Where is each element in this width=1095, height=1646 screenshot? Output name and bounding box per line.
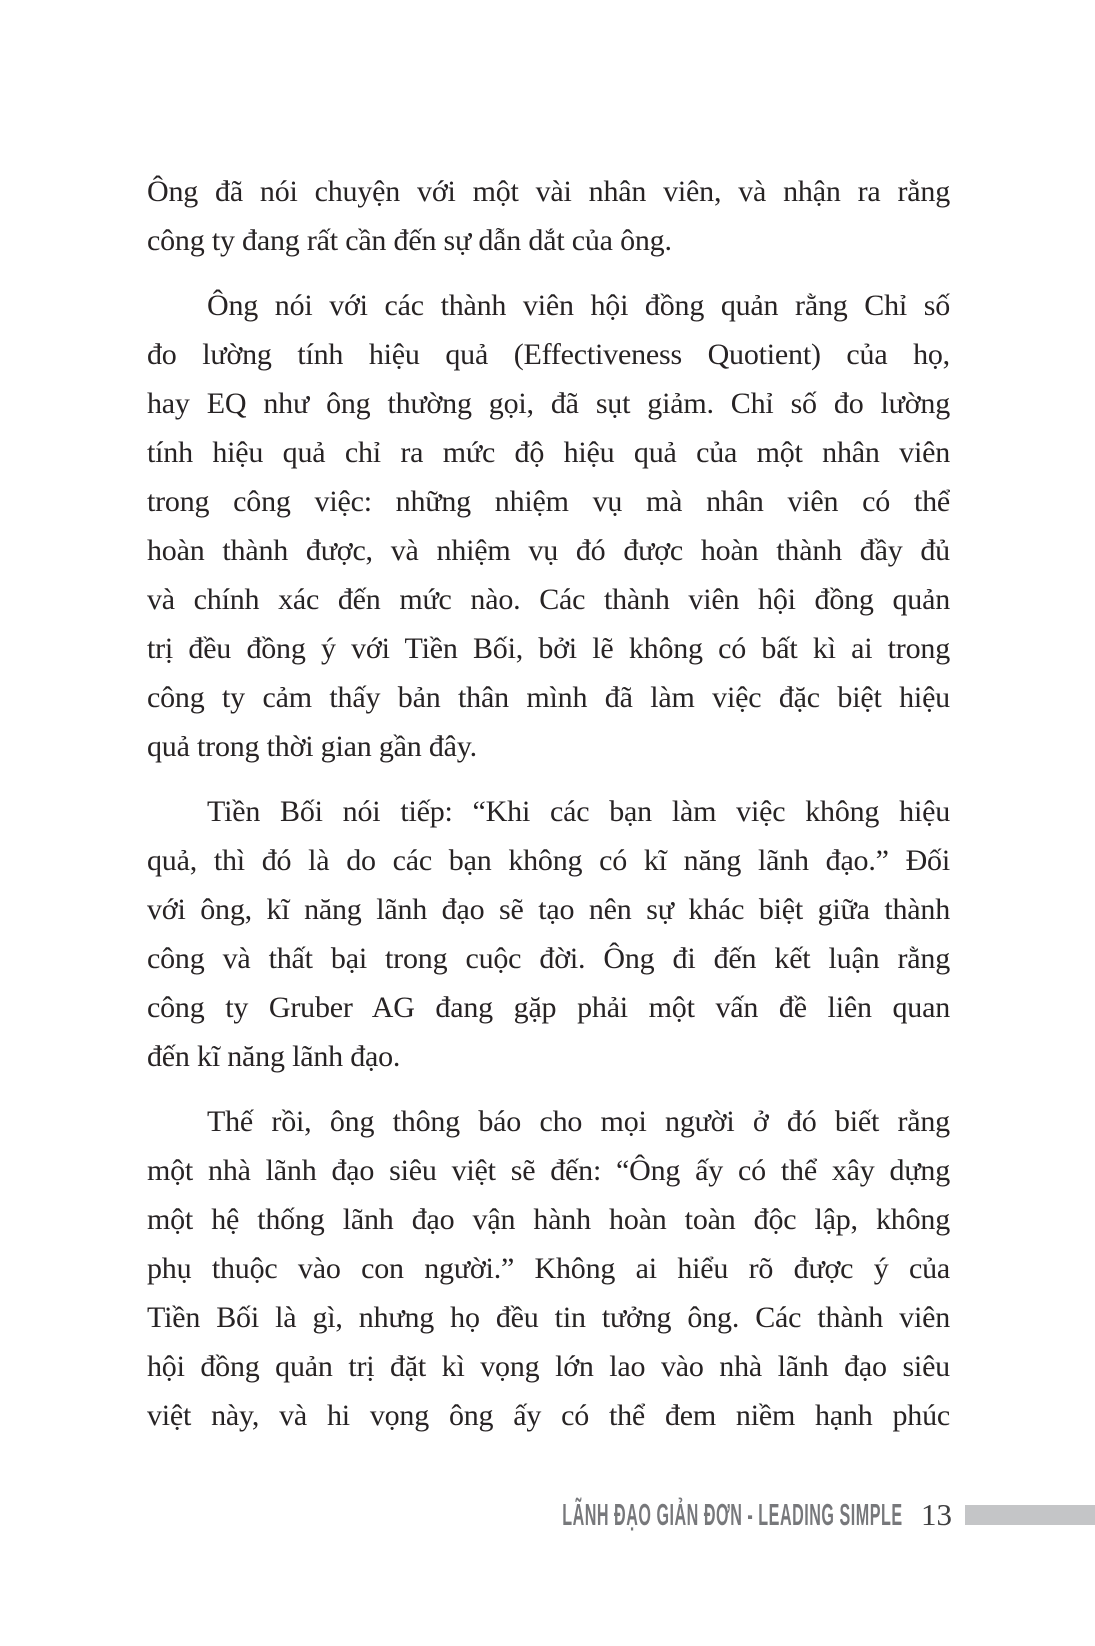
text-line: việt này, và hi vọng ông ấy có thể đem niềm hạnh phúc xyxy=(147,1399,950,1432)
text-line: công ty đang rất cần đến sự dẫn dắt của ông. xyxy=(147,224,672,257)
paragraph xyxy=(147,167,950,265)
paragraph xyxy=(147,1097,950,1440)
text-line: Ông nói với các thành viên hội đồng quản rằng Chỉ số xyxy=(207,289,950,322)
text-line: phụ thuộc vào con người.” Không ai hiểu rõ được ý của xyxy=(147,1252,950,1285)
text-line: Ông đã nói chuyện với một vài nhân viên, và nhận ra rằng xyxy=(147,175,950,208)
text-line: hoàn thành được, và nhiệm vụ đó được hoàn thành đầy đủ xyxy=(147,534,950,567)
text-line: quả, thì đó là do các bạn không có kĩ năng lãnh đạo.” Đối xyxy=(147,844,950,877)
paragraph xyxy=(147,787,950,1081)
text-line: trị đều đồng ý với Tiền Bối, bởi lẽ không có bất kì ai trong xyxy=(147,632,950,665)
text-line: quả trong thời gian gần đây. xyxy=(147,730,477,763)
text-line: và chính xác đến mức nào. Các thành viên hội đồng quản xyxy=(147,583,950,616)
text-line: tính hiệu quả chỉ ra mức độ hiệu quả của một nhân viên xyxy=(147,436,950,469)
text-line: công ty cảm thấy bản thân mình đã làm việc đặc biệt hiệu xyxy=(147,681,950,714)
text-line: Thế rồi, ông thông báo cho mọi người ở đó biết rằng xyxy=(207,1105,950,1138)
text-line: một nhà lãnh đạo siêu việt sẽ đến: “Ông ấy có thể xây dựng xyxy=(147,1154,950,1187)
text-line: hội đồng quản trị đặt kì vọng lớn lao vào nhà lãnh đạo siêu xyxy=(147,1350,950,1383)
text-line: công ty Gruber AG đang gặp phải một vấn đề liên quan xyxy=(147,991,950,1024)
text-line: đến kĩ năng lãnh đạo. xyxy=(147,1040,401,1073)
page-number: 13 xyxy=(921,1497,952,1532)
text-line: đo lường tính hiệu quả (Effectiveness Quotient) của họ, xyxy=(147,338,950,371)
text-line: với ông, kĩ năng lãnh đạo sẽ tạo nên sự khác biệt giữa thành xyxy=(147,893,950,926)
text-line: trong công việc: những nhiệm vụ mà nhân viên có thể xyxy=(147,485,950,518)
paragraph xyxy=(147,281,950,771)
page-body-text xyxy=(147,167,950,1440)
text-line: một hệ thống lãnh đạo vận hành hoàn toàn độc lập, không xyxy=(147,1203,950,1236)
text-line: công và thất bại trong cuộc đời. Ông đi đến kết luận rằng xyxy=(147,942,950,975)
text-line: Tiền Bối là gì, nhưng họ đều tin tưởng ông. Các thành viên xyxy=(147,1301,950,1334)
footer-decorative-bar xyxy=(965,1505,1095,1525)
text-line: hay EQ như ông thường gọi, đã sụt giảm. Chỉ số đo lường xyxy=(147,387,950,420)
text-line: Tiền Bối nói tiếp: “Khi các bạn làm việc không hiệu xyxy=(207,795,950,828)
running-title: LÃNH ĐẠO GIẢN ĐƠN - LEADING SIMPLE xyxy=(562,1497,903,1532)
